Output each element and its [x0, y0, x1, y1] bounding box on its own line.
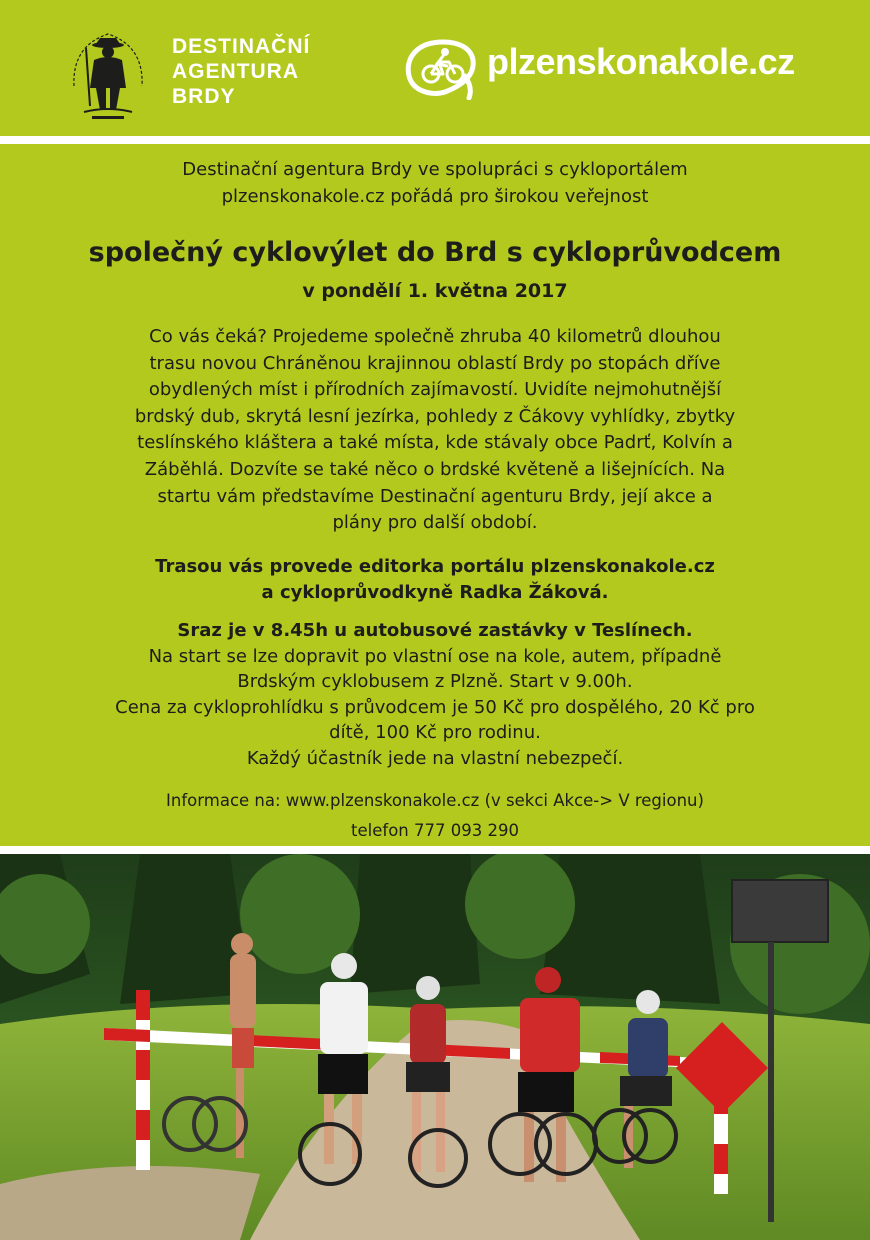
meeting-info [0, 618, 870, 771]
fabian-brdy-logo-icon [66, 26, 150, 122]
main-content [0, 144, 870, 846]
description-line: teslínského kláštera a také místa, kde stávaly obce Padrť, Kolvín a [137, 432, 733, 454]
guide-line: Trasou vás provede editorka portálu plzenskonakole.cz [155, 556, 715, 577]
guide-line: a cykloprůvodkyně Radka Žáková. [261, 582, 609, 603]
agency-name [172, 34, 310, 109]
photo-divider [0, 846, 870, 854]
cyclists-at-barrier-photo-icon [0, 854, 870, 1240]
meeting-line: dítě, 100 Kč pro rodinu. [329, 722, 541, 743]
contact-info: Informace na: www.plzenskonakole.cz (v sekci Akce-> V regionu) [166, 791, 704, 810]
guide-text [0, 554, 870, 606]
meeting-line: Na start se lze dopravit po vlastní ose na kole, autem, případně [148, 645, 722, 667]
meeting-headline: Sraz je v 8.45h u autobusové zastávky v Teslínech. [177, 620, 693, 641]
intro-line: plzenskonakole.cz pořádá pro širokou veřejnost [221, 186, 649, 207]
agency-line-2: AGENTURA [172, 60, 299, 83]
header-band [0, 0, 870, 136]
description-line: startu vám představíme Destinační agenturu Brdy, její akce a [157, 485, 713, 507]
meeting-line: Každý účastník jede na vlastní nebezpečí. [246, 747, 624, 769]
intro-line: Destinační agentura Brdy ve spolupráci s cykloportálem [182, 159, 688, 180]
contact-phone: telefon 777 093 290 [351, 821, 519, 840]
header-divider [0, 136, 870, 144]
meeting-line: Brdským cyklobusem z Plzně. Start v 9.00h. [237, 671, 633, 692]
description-line: plány pro další období. [332, 512, 538, 534]
description-paragraph [90, 324, 780, 537]
intro-text [0, 156, 870, 210]
portal-name: plzenskonakole.cz [487, 41, 795, 82]
description-line: trasu novou Chráněnou krajinnou oblastí Brdy po stopách dříve [149, 352, 721, 374]
portal-logo [403, 36, 813, 100]
description-line: Záběhlá. Dozvíte se také něco o brdské květeně a lišejnících. Na [144, 458, 726, 480]
agency-line-1: DESTINAČNÍ [172, 35, 311, 58]
meeting-line: Cena za cykloprohlídku s průvodcem je 50 Kč pro dospělého, 20 Kč pro [115, 696, 755, 718]
event-title: společný cyklovýlet do Brd s cykloprůvodcem [88, 237, 782, 268]
description-line: brdský dub, skrytá lesní jezírka, pohledy z Čákovy vyhlídky, zbytky [134, 405, 736, 427]
description-line: Co vás čeká? Projedeme společně zhruba 40 kilometrů dlouhou [149, 326, 721, 347]
event-date: v pondělí 1. května 2017 [302, 280, 568, 302]
description-line: obydlených míst i přírodních zajímavostí. Uvidíte nejmohutnější [148, 379, 722, 401]
bicycle-circle-logo-icon [403, 36, 483, 100]
agency-line-3: BRDY [172, 85, 236, 108]
